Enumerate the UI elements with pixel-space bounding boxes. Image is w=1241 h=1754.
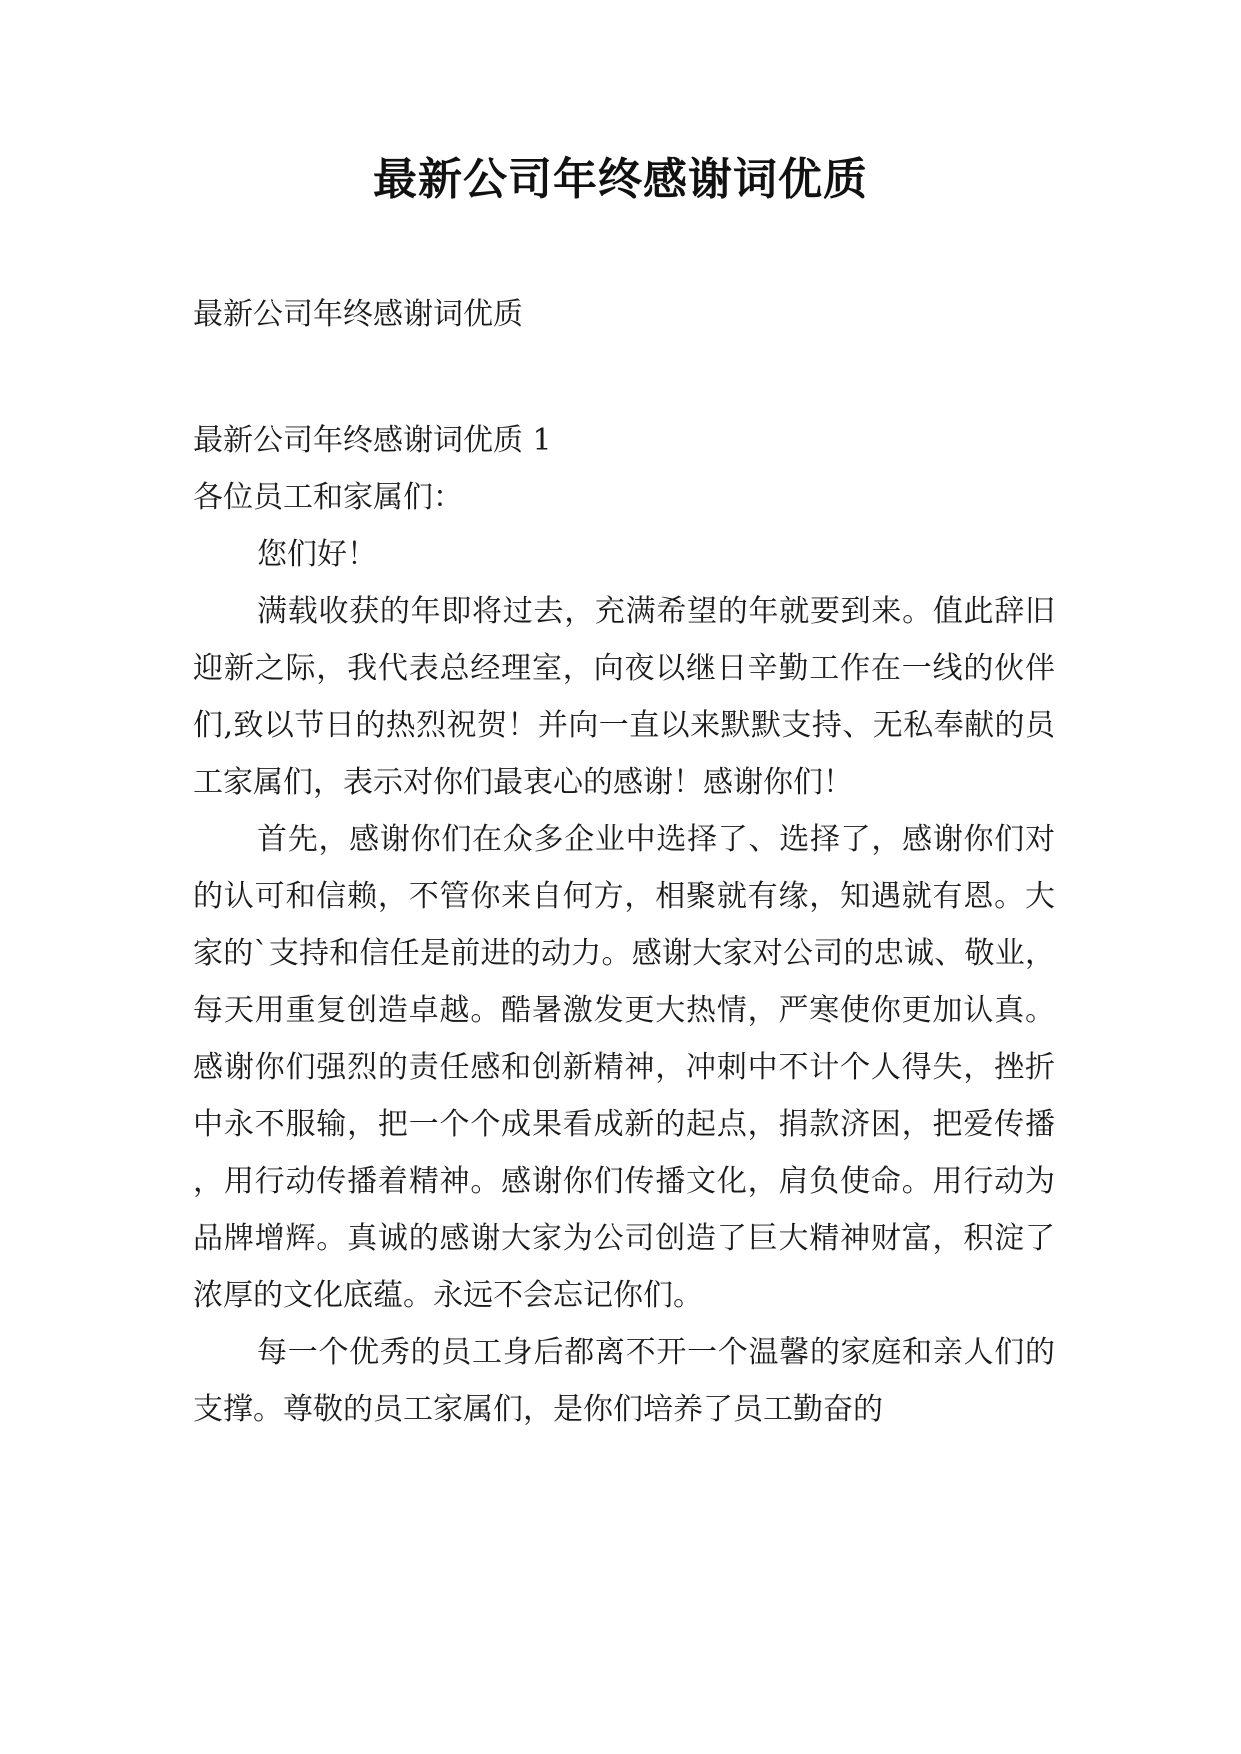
greeting: 您们好！ [257, 537, 377, 572]
section-heading: 最新公司年终感谢词优质 1 [193, 423, 552, 458]
paragraph-1: 满载收获的年即将过去，充满希望的年就要到来。值此辞旧迎新之际，我代表总经理室，向夜以继日辛勤工作在一线的伙伴们,致以节日的热烈祝贺！并向一直以来默默支持、无私奉献的员工家属们，表示对你们最衷心的感谢！感谢你们！ [193, 594, 1055, 800]
document-title: 最新公司年终感谢词优质 [373, 154, 868, 205]
salutation: 各位员工和家属们： [193, 480, 463, 515]
paragraph-2: 首先，感谢你们在众多企业中选择了、选择了，感谢你们对的认可和信赖，不管你来自何方，相聚就有缘，知遇就有恩。大家的`支持和信任是前进的动力。感谢大家对公司的忠诚、敬业，每天用重复创造卓越。酷暑激发更大热情，严寒使你更加认真。感谢你们强烈的责任感和创新精神，冲刺中不计个人得失，挫折中永不服输，把一个个成果看成新的起点，捐款济困，把爱传播，用行动传播着精神。感谢你们传播文化，肩负使命。用行动为品牌增辉。真诚的感谢大家为公司创造了巨大精神财富，积淀了浓厚的文化底蕴。永远不会忘记你们。 [193, 822, 1055, 1313]
document-subtitle: 最新公司年终感谢词优质 [193, 297, 523, 332]
document-body [193, 412, 1055, 1438]
paragraph-3: 每一个优秀的员工身后都离不开一个温馨的家庭和亲人们的支撑。尊敬的员工家属们，是你们培养了员工勤奋的 [193, 1335, 1055, 1427]
